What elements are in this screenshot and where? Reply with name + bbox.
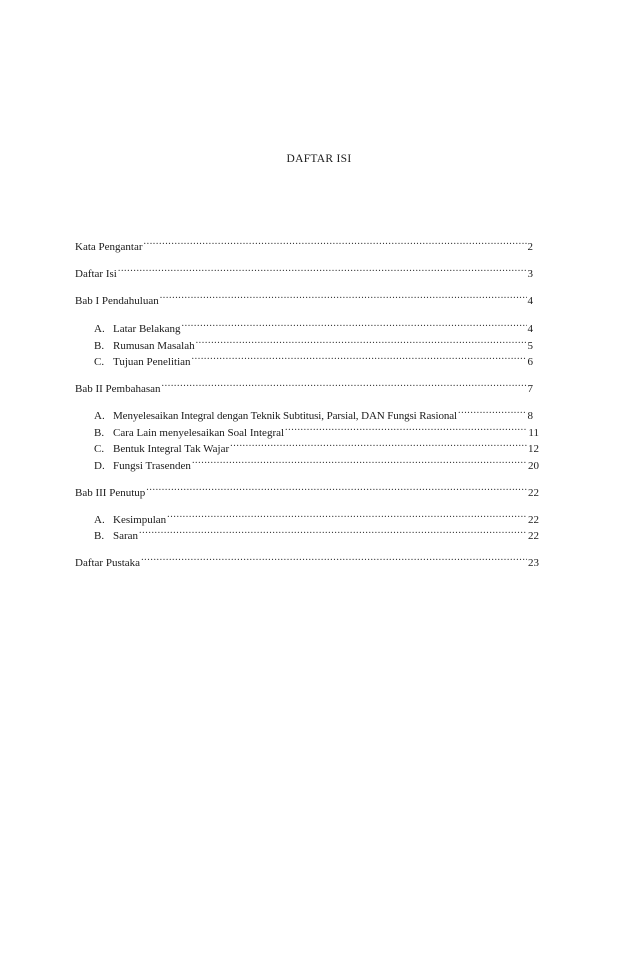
dot-leader: [458, 405, 527, 419]
toc-entry-page: 7: [527, 383, 533, 395]
toc-entry-page: 5: [527, 340, 533, 352]
dot-leader: [182, 318, 527, 332]
toc-entry-label: Daftar Isi: [75, 268, 117, 280]
toc-entry-page: 22: [528, 487, 539, 499]
dot-leader: [162, 378, 527, 392]
toc-entry-label: Latar Belakang: [113, 323, 181, 335]
toc-entry-page: 2: [527, 241, 533, 253]
toc-entry-page: 11: [528, 427, 539, 439]
toc-entry-prefix: C.: [94, 356, 105, 368]
toc-entry-page: 4: [527, 323, 533, 335]
toc-subentry: [94, 351, 533, 369]
toc-entry-label: Kesimpulan: [113, 514, 167, 526]
toc-entry-label: Bab III Penutup: [75, 487, 146, 499]
toc-entry-prefix: D.: [94, 460, 105, 472]
dot-leader: [192, 455, 527, 469]
toc-entry-prefix: A.: [94, 323, 105, 335]
dot-leader: [146, 482, 527, 496]
toc-entry-label: Saran: [113, 530, 139, 542]
toc-entry-page: 22: [528, 530, 539, 542]
dot-leader: [118, 263, 527, 277]
toc-entry-label: Tujuan Penelitian: [113, 356, 191, 368]
toc-entry-prefix: B.: [94, 530, 105, 542]
dot-leader: [144, 236, 527, 250]
toc-entry: [75, 236, 533, 254]
toc-entry-page: 8: [527, 410, 533, 422]
toc-entry-page: 6: [527, 356, 533, 368]
toc-entry-page: 3: [527, 268, 533, 280]
toc-subentry: [94, 318, 533, 336]
toc-subentry: [94, 455, 539, 473]
toc-entry-label: Daftar Pustaka: [75, 557, 141, 569]
toc-entry-label: Bentuk Integral Tak Wajar: [113, 443, 230, 455]
dot-leader: [192, 351, 527, 365]
dot-leader: [167, 509, 527, 523]
dot-leader: [196, 335, 527, 349]
toc-entry-label: Rumusan Masalah: [113, 340, 195, 352]
dot-leader: [141, 552, 527, 566]
toc-entry: [75, 378, 533, 396]
toc-entry-label: Menyelesaikan Integral dengan Teknik Subtitusi, Parsial, DAN Fungsi Rasional: [113, 410, 457, 422]
toc-entry: [75, 263, 533, 281]
toc-entry-prefix: A.: [94, 410, 105, 422]
toc-subentry: [94, 405, 533, 423]
toc-entry: [75, 290, 533, 308]
dot-leader: [285, 422, 527, 436]
toc-entry-page: 20: [528, 460, 539, 472]
toc-entry-prefix: B.: [94, 427, 105, 439]
toc-entry-page: 4: [527, 295, 533, 307]
toc-entry: [75, 552, 539, 570]
toc-entry-prefix: A.: [94, 514, 105, 526]
toc-entry-page: 22: [528, 514, 539, 526]
toc-entry-label: Kata Pengantar: [75, 241, 143, 253]
toc-entry: [75, 482, 539, 500]
toc-subentry: [94, 525, 539, 543]
dot-leader: [230, 438, 527, 452]
toc-subentry: [94, 438, 539, 456]
dot-leader: [139, 525, 527, 539]
page-title: DAFTAR ISI: [286, 153, 352, 165]
toc-entry-label: Fungsi Trasenden: [113, 460, 191, 472]
toc-entry-prefix: C.: [94, 443, 105, 455]
toc-entry-page: 23: [528, 557, 539, 569]
toc-entry-label: Bab II Pembahasan: [75, 383, 161, 395]
toc-entry-page: 12: [528, 443, 539, 455]
dot-leader: [160, 290, 527, 304]
toc-entry-label: Bab I Pendahuluan: [75, 295, 159, 307]
toc-entry-label: Cara Lain menyelesaikan Soal Integral: [113, 427, 285, 439]
toc-entry-prefix: B.: [94, 340, 105, 352]
